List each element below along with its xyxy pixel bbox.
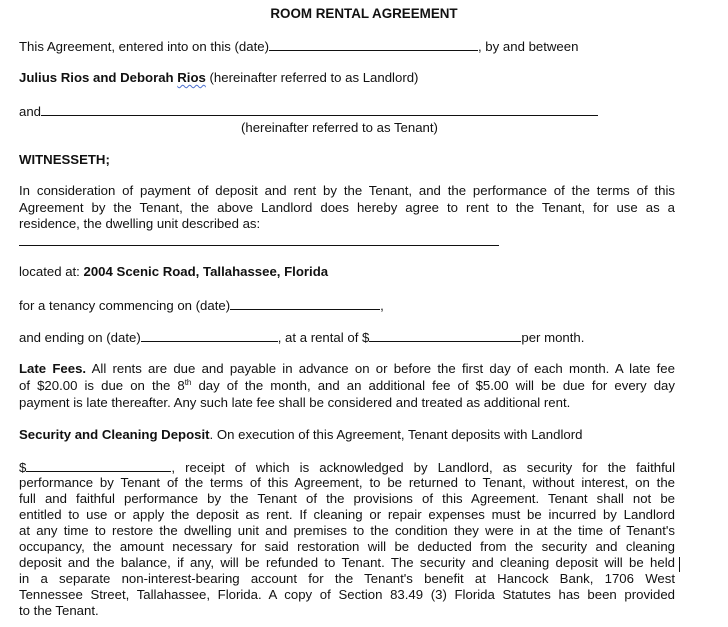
text-cursor [679, 557, 680, 572]
security-line-9: Tennessee Street, Tallahassee, Florida. A copy of Section 83.49 (3) Florida Statutes has been provided [19, 587, 675, 602]
deposit-dollar: $ [19, 460, 27, 475]
tenancy-start-prefix: for a tenancy commencing on (date) [19, 298, 231, 313]
security-line-8: in a separate non-interest-bearing account for the Tenant's benefit at Hancock Bank, 1706 West [19, 571, 675, 586]
late-fees-text-2b: day of the month, and an additional fee of $5.00 will be due for every day [191, 378, 675, 393]
dwelling-description-blank-row [19, 233, 499, 249]
ordinal-suffix: th [184, 378, 192, 387]
late-fees-line-2 [19, 378, 675, 393]
tenant-line [19, 103, 598, 119]
security-line-1 [19, 459, 675, 475]
late-fees-text-2a: of $20.00 is due on the 8 [19, 378, 185, 393]
security-line-5: at any time to restore the dwelling unit and premises to the condition they were in at the time of Tenant's [19, 523, 675, 538]
document-title: ROOM RENTAL AGREEMENT [270, 6, 458, 21]
security-heading: Security and Cleaning Deposit [19, 427, 210, 442]
intro-suffix: , by and between [477, 39, 579, 54]
security-line-10: to the Tenant. [19, 603, 99, 618]
consideration-line-2: Agreement by the Tenant, the above Landlord does hereby agree to rent to the Tenant, for use as a [19, 200, 675, 215]
late-fees-line-1 [19, 361, 675, 376]
consideration-line-3: residence, the dwelling unit described as: [19, 216, 261, 231]
late-fees-heading: Late Fees. [19, 361, 87, 376]
security-heading-line [19, 427, 582, 442]
tenancy-end-line [19, 329, 584, 345]
tenant-name-blank[interactable] [41, 103, 598, 116]
witnesseth-heading: WITNESSETH; [19, 152, 110, 167]
security-line-3: full and faithful performance by the Tenant of the provisions of this Agreement. Tenant shall not be [19, 491, 675, 506]
security-line-2: performance by Tenant of the terms of this Agreement, to be returned to Tenant, without interest, on the [19, 475, 675, 490]
security-line-4: entitled to use or apply the deposit as rent. If cleaning or repair expenses must be incurred by Landlord [19, 507, 675, 522]
rent-amount-blank[interactable] [369, 329, 521, 342]
location-label: located at: [19, 264, 84, 279]
security-intro: . On execution of this Agreement, Tenant deposits with Landlord [209, 427, 583, 442]
late-fees-text-1: All rents are due and payable in advance on or before the first day of each month. A late fee [86, 361, 675, 376]
intro-prefix: This Agreement, entered into on this (date) [19, 39, 269, 54]
per-month-label: per month. [521, 330, 585, 345]
consideration-line-1: In consideration of payment of deposit and rent by the Tenant, and the performance of the terms of this [19, 183, 675, 198]
and-label: and [19, 104, 42, 119]
tenancy-start-line [19, 297, 384, 313]
start-date-blank[interactable] [230, 297, 380, 310]
deposit-amount-blank[interactable] [26, 459, 171, 472]
landlord-names: Julius Rios and Deborah [19, 70, 178, 85]
rental-label: , at a rental of $ [277, 330, 370, 345]
agreement-date-blank[interactable] [269, 38, 478, 51]
tenancy-start-suffix: , [380, 298, 384, 313]
security-line-6: occupancy, the amount necessary for said restoration will be deducted from the security and cleaning [19, 539, 675, 554]
tenancy-end-prefix: and ending on (date) [19, 330, 141, 345]
agreement-intro-line [19, 38, 578, 54]
dwelling-description-blank[interactable] [19, 233, 499, 246]
property-address: 2004 Scenic Road, Tallahassee, Florida [83, 264, 329, 279]
tenant-referred: (hereinafter referred to as Tenant) [241, 120, 438, 135]
security-line-7: deposit and the balance, if any, will be refunded to Tenant. The security and cleaning deposit will be held [19, 555, 675, 570]
end-date-blank[interactable] [141, 329, 278, 342]
security-line-1-text: , receipt of which is acknowledged by Landlord, as security for the faithful [171, 460, 675, 475]
location-line [19, 264, 328, 279]
landlord-referred: (hereinafter referred to as Landlord) [205, 70, 419, 85]
landlord-line [19, 70, 418, 85]
landlord-surname-spellcheck: Rios [177, 70, 206, 85]
late-fees-line-3: payment is late thereafter. Any such late fee shall be considered and treated as additional rent. [19, 395, 571, 410]
